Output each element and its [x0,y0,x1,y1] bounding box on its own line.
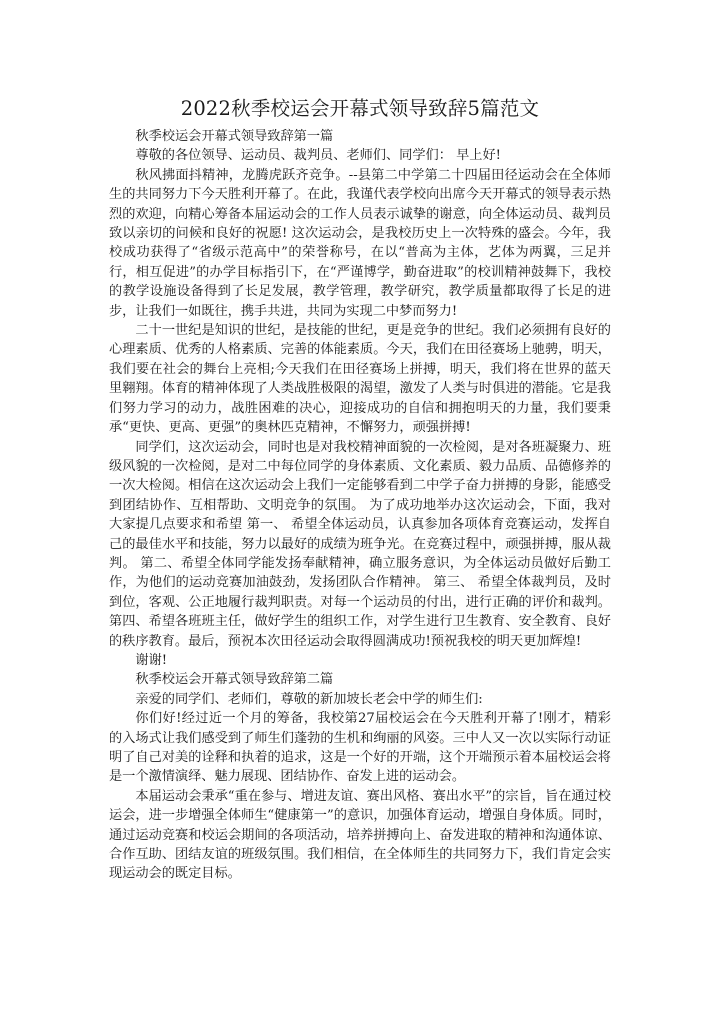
salutation-second-speech: 亲爱的同学们、老师们，尊敬的新加坡长老会中学的师生们: [135,691,483,707]
section-heading-first-speech: 秋季校运会开幕式领导致辞第一篇 [135,129,334,144]
salutation-first-speech: 尊敬的各位领导、运动员、裁判员、老师们、同学们： 早上好! [135,148,501,164]
closing-thanks: 谢谢! [135,652,168,668]
paragraph-opening-ceremony: 你们好!经过近一个月的筹备，我校第27届校运会在今天胜利开幕了!刚才，精彩的入场式让我们感受到了师生们蓬勃的生机和绚丽的风姿。三中人又一次以实际行动证明了自己对美的诠释和执着的追求，这是一个好的开端，这个开端预示着本届校运会将是一个激情演绎、魅力展现、团结协作、奋发上进的运动会。 [109,711,611,785]
paragraph-sports-meet-purpose: 本届运动会秉承“重在参与、增进友谊、赛出风格、赛出水平”的宗旨，旨在通过校运会，进一步增强全体师生“健康第一”的意识，加强体育运动，增强自身体质。同时，通过运动竞赛和校运会期间的各项活动，培养拼搏向上、奋发进取的精神和沟通体谅、合作互助、团结友谊的班级氛围。我们相信，在全体师生的共同努力下，我们肯定会实现运动会的既定目标。 [109,788,611,882]
paragraph-twenty-first-century: 二十一世纪是知识的世纪，是技能的世纪，更是竞争的世纪。我们必须拥有良好的心理素质、优秀的人格素质、完善的体能素质。今天，我们在田径赛场上驰骋，明天，我们要在社会的舞台上亮相;今天我们在田径赛场上拼搏，明天，我们将在世界的蓝天里翱翔。体育的精神体现了人类战胜极限的渴望，激发了人类与时俱进的潜能。它是我们努力学习的动力，战胜困难的决心，迎接成功的自信和拥抱明天的力量，我们要秉承“更快、更高、更强”的奥林匹克精神，不懈努力，顽强拼搏! [109,323,611,436]
document-title: 2022秋季校运会开幕式领导致辞5篇范文 [180,97,540,120]
section-heading-second-speech: 秋季校运会开幕式领导致辞第二篇 [135,672,334,688]
paragraph-requirements: 同学们，这次运动会，同时也是对我校精神面貌的一次检阅，是对各班凝聚力、班级风貌的一次检阅，是对二中每位同学的身体素质、文化素质、毅力品质、品德修养的一次大检阅。相信在这次运动会上我们一定能够看到二中学子奋力拼搏的身影，能感受到团结协作、互相帮助、文明竞争的氛围。 为了成功地举办这次运动会，下面，我对大家提几点要求和希望 第一、 希望全体运动员，认真参加各项体育竞赛运动，发挥自己的最佳水平和技能，努力以最好的成绩为班争光。在竞赛过程中，顽强拼搏，服从裁判。 第二、希望全体同学能发扬奉献精神，确立服务意识，为全体运动员做好后勤工作，为他们的运动竞赛加油鼓劲，发扬团队合作精神。 第三、 希望全体裁判员，及时到位，客观、公正地履行裁判职责。对每一个运动员的付出，进行正确的评价和裁判。第四、希望各班班主任，做好学生的组织工作，对学生进行卫生教育、安全教育、良好的秩序教育。最后，预祝本次田径运动会取得圆满成功!预祝我校的明天更加辉煌! [109,439,611,649]
paragraph-opening: 秋风拂面抖精神，龙腾虎跃齐竞争。--县第二中学第二十四届田径运动会在全体师生的共同努力下今天胜利开幕了。在此，我谨代表学校向出席今天开幕式的领导表示热烈的欢迎，向精心筹备本届运动会的工作人员表示诚挚的谢意，向全体运动员、裁判员致以亲切的问候和良好的祝愿! 这次运动会，是我校历史上一次特殊的盛会。今年，我校成功获得了“省级示范高中”的荣誉称号，在以“普高为主体，艺体为两翼，三足并行，相互促进”的办学目标指引下，在“严谨博学，勤奋进取”的校训精神鼓舞下，我校的教学设施设备得到了长足发展，教学管理，教学研究，教学质量都取得了长足的进步，让我们一如既往，携手共进，共同为实现二中梦而努力! [109,167,611,319]
document-page [109,95,611,884]
